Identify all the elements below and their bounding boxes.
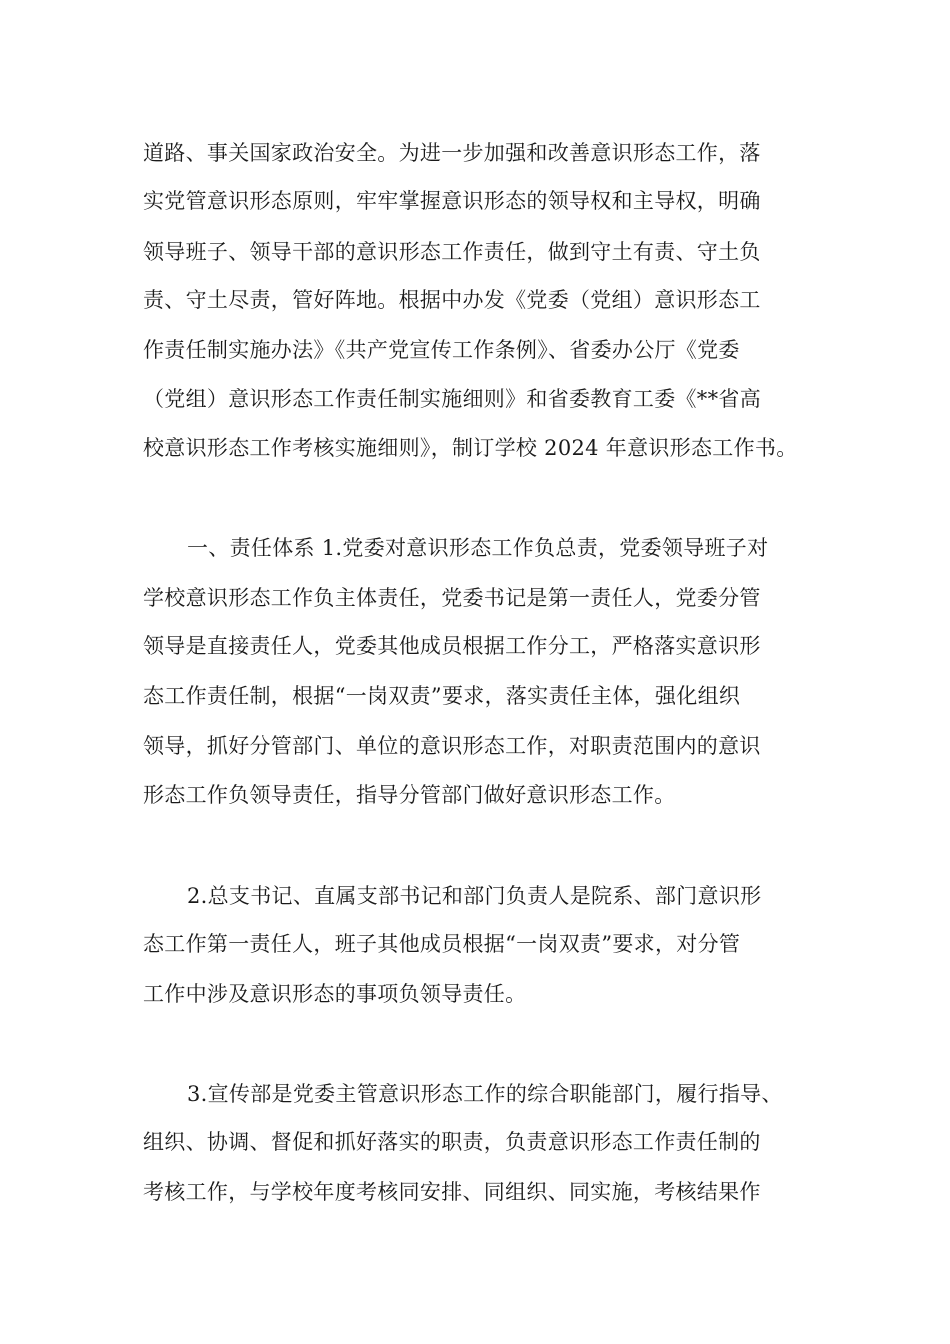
- paragraph-4-line-2: 组织、协调、督促和抓好落实的职责，负责意识形态工作责任制的: [143, 1130, 761, 1154]
- paragraph-1-line-3: 领导班子、领导干部的意识形态工作责任，做到守土有责、守土负: [143, 240, 761, 264]
- paragraph-2-line-1: 一、责任体系 1.党委对意识形态工作负总责，党委领导班子对: [187, 536, 769, 560]
- paragraph-2-line-5: 领导，抓好分管部门、单位的意识形态工作，对职责范围内的意识: [143, 734, 761, 758]
- paragraph-2-line-6: 形态工作负领导责任，指导分管部门做好意识形态工作。: [143, 783, 676, 807]
- paragraph-1-line-6: （党组）意识形态工作责任制实施细则》和省委教育工委《**省高: [143, 387, 761, 411]
- paragraph-1-line-7: 校意识形态工作考核实施细则》，制订学校 2024 年意识形态工作书。: [143, 436, 798, 460]
- paragraph-1-line-1: 道路、事关国家政治安全。为进一步加强和改善意识形态工作，落: [143, 141, 761, 165]
- paragraph-1-line-4: 责、守土尽责，管好阵地。根据中办发《党委（党组）意识形态工: [143, 288, 761, 312]
- paragraph-3-line-1: 2.总支书记、直属支部书记和部门负责人是院系、部门意识形: [187, 884, 762, 908]
- paragraph-3-line-2: 态工作第一责任人，班子其他成员根据“一岗双责”要求，对分管: [143, 932, 741, 956]
- paragraph-2-line-2: 学校意识形态工作负主体责任，党委书记是第一责任人，党委分管: [143, 586, 761, 610]
- paragraph-2-line-4: 态工作责任制，根据“一岗双责”要求，落实责任主体，强化组织: [143, 684, 741, 708]
- paragraph-2-line-3: 领导是直接责任人，党委其他成员根据工作分工，严格落实意识形: [143, 634, 761, 658]
- paragraph-4-line-1: 3.宣传部是党委主管意识形态工作的综合职能部门，履行指导、: [187, 1082, 783, 1106]
- paragraph-1-line-2: 实党管意识形态原则，牢牢掌握意识形态的领导权和主导权，明确: [143, 189, 761, 213]
- paragraph-1-line-5: 作责任制实施办法》《共产党宣传工作条例》、省委办公厅《党委: [143, 338, 740, 362]
- paragraph-3-line-3: 工作中涉及意识形态的事项负领导责任。: [143, 982, 527, 1006]
- paragraph-4-line-3: 考核工作，与学校年度考核同安排、同组织、同实施，考核结果作: [143, 1180, 761, 1204]
